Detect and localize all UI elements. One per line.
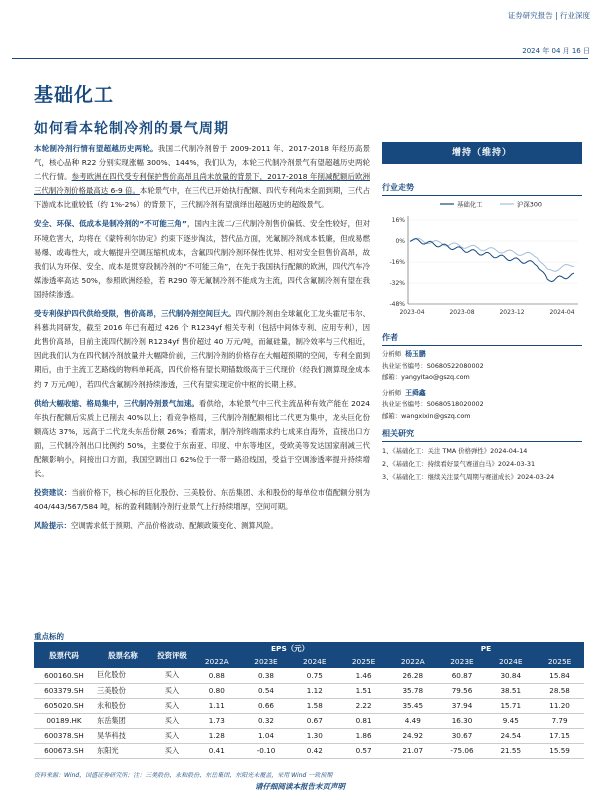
- y-tick-label: -32%: [389, 280, 405, 287]
- paragraph-lead: 风险提示：: [34, 521, 71, 531]
- paragraph-4: [34, 397, 370, 482]
- table-cell: 0.80: [192, 683, 242, 698]
- paragraph-6: [34, 519, 370, 533]
- table-cell: 1.46: [339, 668, 388, 683]
- table-cell: 30.84: [486, 668, 535, 683]
- col-code: 股票代码: [34, 642, 94, 668]
- sector-title: 基础化工: [34, 84, 115, 106]
- x-tick-label: 2023-12: [499, 309, 525, 316]
- table-cell: 1.30: [290, 728, 339, 743]
- table-cell: 24.54: [486, 728, 535, 743]
- table-cell: 买入: [152, 743, 192, 758]
- analyst-email[interactable]: 邮箱：wangxixin@gszq.com: [382, 411, 471, 420]
- paragraph-text: 空调需求低于预期、产品价格波动、配额政策变化、测算风险。: [70, 521, 278, 531]
- table-cell: 21.07: [388, 743, 438, 758]
- table-cell: 17.15: [535, 728, 584, 743]
- paragraph-text: 当前价格下，核心标的巨化股份、三美股份、东岳集团、永和股份的每单位市值配额分别为 404/443/567/584 吨，标的盈利随制冷剂行业景气上行持续增厚，空间可期。: [34, 488, 370, 512]
- y-tick-label: -16%: [389, 259, 405, 266]
- table-cell: 28.58: [535, 683, 584, 698]
- table-cell: 三美股份: [94, 683, 152, 698]
- table-cell: 24.92: [388, 728, 438, 743]
- col-year: 2024E: [486, 655, 535, 668]
- paragraph-lead: 受专利保护四代供给受限，售价高昂，三代制冷剂空间巨大。: [34, 309, 236, 319]
- table-cell: 1.58: [290, 698, 339, 713]
- trend-heading: 行业走势: [382, 182, 582, 196]
- table-cell: 7.79: [535, 713, 584, 728]
- report-date: 2024 年 04 月 16 日: [522, 47, 590, 55]
- table-cell: 35.78: [388, 683, 438, 698]
- col-eps: EPS（元）: [192, 642, 388, 655]
- paragraph-text: 本轮景气中，在三代已开始执行配额、四代专利尚未全面到期，三代占下游成本比重较低（约 1%-2%）的背景下，三代制冷剂有望演绎出超越历史的超级景气。: [34, 186, 370, 210]
- related-item[interactable]: 3、《基础化工：继续关注景气周期与赛道成长》2024-03-24: [382, 473, 555, 481]
- table-cell: 1.73: [192, 713, 242, 728]
- paragraph-text: 四代制冷剂由全球氟化工龙头霍尼韦尔、科慕共同研发，截至 2016 年已有超过 426 个 R1234yf 相关专利（包括中间体专利、应用专利），因此售价高昂，目前主流四代制冷剂 R1234yf 售价超过 40 万元/吨，而氟硅量，制冷效率与三代相近，因此我们认为在四代制冷剂放量并大幅降价前，三代制冷剂的价格存在大幅超预期的空间，专利全面到期后，由于主流工艺路线的物料单耗高，四代价格有望长期锚数级高于三代现价（经我们测算现金成本约 7 万元/吨），若四代含氟制冷剂持续渗透，三代有望实现定价中枢的长期上移。: [34, 309, 370, 389]
- table-cell: 16.30: [438, 713, 487, 728]
- table-row: [34, 743, 584, 758]
- table-cell: 0.41: [192, 743, 242, 758]
- table-cell: 0.54: [242, 683, 291, 698]
- table-cell: 30.67: [438, 728, 487, 743]
- table-cell: 15.71: [486, 698, 535, 713]
- analyst-role: 分析师: [382, 388, 402, 397]
- analyst-license: 执业证书编号：S0680518020002: [382, 400, 484, 408]
- table-cell: 0.81: [339, 713, 388, 728]
- x-tick-label: 2024-04: [549, 309, 575, 316]
- main-body: [34, 142, 370, 538]
- analyst-2: [382, 388, 582, 423]
- table-cell: 15.84: [535, 668, 584, 683]
- col-year: 2023E: [242, 655, 291, 668]
- table-cell: 11.20: [535, 698, 584, 713]
- table-cell: 4.49: [388, 713, 438, 728]
- table-cell: 买入: [152, 713, 192, 728]
- y-tick-label: 16%: [391, 217, 405, 224]
- related-item[interactable]: 1、《基础化工：关注 TMA 价格弹性》2024-04-14: [382, 447, 528, 455]
- table-cell: 0.57: [339, 743, 388, 758]
- table-cell: 东阳光: [94, 743, 152, 758]
- table-cell: 买入: [152, 698, 192, 713]
- analyst-name: 杨玉鹏: [405, 350, 426, 358]
- paragraph-text: ，国内主流二/三代制冷剂售价偏低、安全性较好，但对环境危害大，均将在《蒙特利尔协定》约束下逐步淘汰，替代品方面，光氟制冷剂成本低廉，但成易燃易爆、或毒性大，或大幅提升空调压缩机成本，含氟四代制冷剂环保性优异、相对安全但售价高昂，故我们认为环保、安全、成本是贯穿段制冷剂的“不可能三角”，在先于我国执行配额的欧洲，四代汽车冷媒渗透率高达 50%，参照欧洲经验，若 R290 等无氟制冷剂不能成为主流，四代含氟制冷剂有望在我国持续渗透。: [34, 219, 371, 299]
- table-cell: 603379.SH: [34, 683, 94, 698]
- chart-legend: [440, 200, 542, 209]
- col-year: 2024E: [290, 655, 339, 668]
- rating-badge: 增持（维持）: [382, 142, 582, 164]
- table-cell: 0.75: [290, 668, 339, 683]
- sector-line: [410, 239, 574, 282]
- table-cell: 600160.SH: [34, 668, 94, 683]
- paragraph-lead: 安全、环保、低成本是制冷剂的“不可能三角”: [34, 219, 187, 229]
- y-tick-label: -48%: [389, 301, 405, 308]
- analyst-license: 执业证书编号：S0680522080002: [382, 361, 484, 370]
- paragraph-1: [34, 142, 370, 212]
- col-year: 2022A: [388, 655, 438, 668]
- legend-sector: 基础化工: [457, 200, 483, 209]
- analyst-email[interactable]: 邮箱：yangyitao@gszq.com: [382, 373, 470, 381]
- table-cell: 38.51: [486, 683, 535, 698]
- col-year: 2025E: [535, 655, 584, 668]
- table-row: [34, 668, 584, 683]
- table-row: [34, 728, 584, 743]
- table-cell: 600378.SH: [34, 728, 94, 743]
- col-year: 2025E: [339, 655, 388, 668]
- footer-disclaimer: 请仔细阅读本报告末页声明: [255, 782, 345, 791]
- paragraph-3: [34, 307, 370, 392]
- x-tick-label: 2023-08: [449, 309, 475, 316]
- table-cell: 1.12: [290, 683, 339, 698]
- col-pe: PE: [388, 642, 584, 655]
- paragraph-2: [34, 217, 370, 302]
- table-cell: 79.56: [438, 683, 487, 698]
- table-cell: 永和股份: [94, 698, 152, 713]
- paragraph-lead: 本轮制冷剂行情有望超越历史两轮。: [34, 144, 158, 153]
- table-row: [34, 698, 584, 713]
- table-cell: 15.59: [535, 743, 584, 758]
- paragraph-text: 看供给，本轮景气中三代主流品种有效产能在 2024 年执行配额后实质上已削去 40%以上；看竞争格局，三代制冷剂配额相比二代更为集中，龙头巨化份额高达 37%，远高于二代龙头东岳份额 26%；看需求，制冷剂终端需求约七成来自海外，直接出口方面，三代制冷剂出口比例约 50%，主要位于东南亚、印度、中东等地区，受欧美等发达国家削减三代配额影响小，间接出口方面，我国空调出口 62%位于一带一路沿线国，受益于空调渗透率提升持续增长。: [34, 398, 370, 479]
- legend-index: 沪深300: [517, 200, 542, 209]
- table-cell: 35.45: [388, 698, 438, 713]
- table-cell: 昊华科技: [94, 728, 152, 743]
- header-divider: [12, 58, 588, 59]
- table-cell: 1.11: [192, 698, 242, 713]
- table-cell: 1.86: [339, 728, 388, 743]
- table-row: [34, 713, 584, 728]
- table-cell: 0.32: [242, 713, 291, 728]
- col-year: 2023E: [438, 655, 487, 668]
- paragraph-5: [34, 486, 370, 514]
- analyst-1: [382, 349, 582, 384]
- paragraph-lead: 供给大幅收缩、格局集中，三代制冷剂景气加速。: [34, 398, 199, 408]
- paragraph-lead: 投资建议：: [34, 488, 72, 498]
- table-row: [34, 683, 584, 698]
- table-title: 重点标的: [34, 632, 64, 641]
- table-cell: 巨化股份: [94, 668, 152, 683]
- table-cell: 买入: [152, 683, 192, 698]
- related-heading: 相关研究: [382, 428, 582, 442]
- table-cell: 1.51: [339, 683, 388, 698]
- key-stocks-table: [34, 642, 584, 759]
- trend-chart: [382, 196, 582, 326]
- table-cell: -75.06: [438, 743, 487, 758]
- table-cell: 600673.SH: [34, 743, 94, 758]
- table-cell: 0.88: [192, 668, 242, 683]
- col-year: 2022A: [192, 655, 242, 668]
- table-cell: 00189.HK: [34, 713, 94, 728]
- table-cell: 605020.SH: [34, 698, 94, 713]
- table-cell: -0.10: [242, 743, 291, 758]
- table-cell: 0.66: [242, 698, 291, 713]
- table-source: 资料来源：Wind，国盛证券研究所；注：三美股份、永和股份、东岳集团、东阳光未覆盖，采用 Wind 一致预期: [34, 772, 333, 779]
- x-tick-label: 2023-04: [399, 309, 425, 316]
- table-cell: 26.28: [388, 668, 438, 683]
- report-type-tag: 证券研究报告 | 行业深度: [507, 11, 590, 20]
- y-tick-label: 0%: [395, 238, 405, 245]
- table-cell: 1.28: [192, 728, 242, 743]
- analyst-name: 王舜鑫: [405, 388, 426, 397]
- col-rating: 投资评级: [152, 642, 192, 668]
- table-cell: 37.94: [438, 698, 487, 713]
- table-cell: 21.55: [486, 743, 535, 758]
- paragraph-text: 我国二代制冷剂曾于 2009-2011 年、2017-2018 年经历高景气，核心品种 R22 分别实现涨幅 300%、144%，我们认为，本轮三代制冷剂景气有望超越历史两轮二代行情。: [34, 144, 370, 182]
- sidebar: [382, 142, 582, 484]
- paragraph-text-underlined: 参考欧洲在四代受专利保护售价高昂且尚未放量的背景下，2017-2018 年削减配额后欧洲三代制冷剂价格最高达 6-9 倍。: [34, 172, 370, 196]
- table-cell: 0.67: [290, 713, 339, 728]
- analyst-role: 分析师: [382, 350, 402, 358]
- table-cell: 东岳集团: [94, 713, 152, 728]
- report-title: 如何看本轮制冷剂的景气周期: [34, 121, 229, 137]
- related-item[interactable]: 2、《基础化工：持续看好景气赛道白马》2024-03-31: [382, 460, 536, 468]
- author-heading: 作者: [382, 332, 582, 346]
- table-cell: 2.22: [339, 698, 388, 713]
- table-cell: 0.42: [290, 743, 339, 758]
- table-cell: 60.87: [438, 668, 487, 683]
- related-list: [382, 445, 582, 484]
- col-name: 股票名称: [94, 642, 152, 668]
- table-cell: 0.38: [242, 668, 291, 683]
- table-cell: 9.45: [486, 713, 535, 728]
- index-line: [410, 238, 574, 271]
- table-cell: 买入: [152, 728, 192, 743]
- table-cell: 1.04: [242, 728, 291, 743]
- table-cell: 买入: [152, 668, 192, 683]
